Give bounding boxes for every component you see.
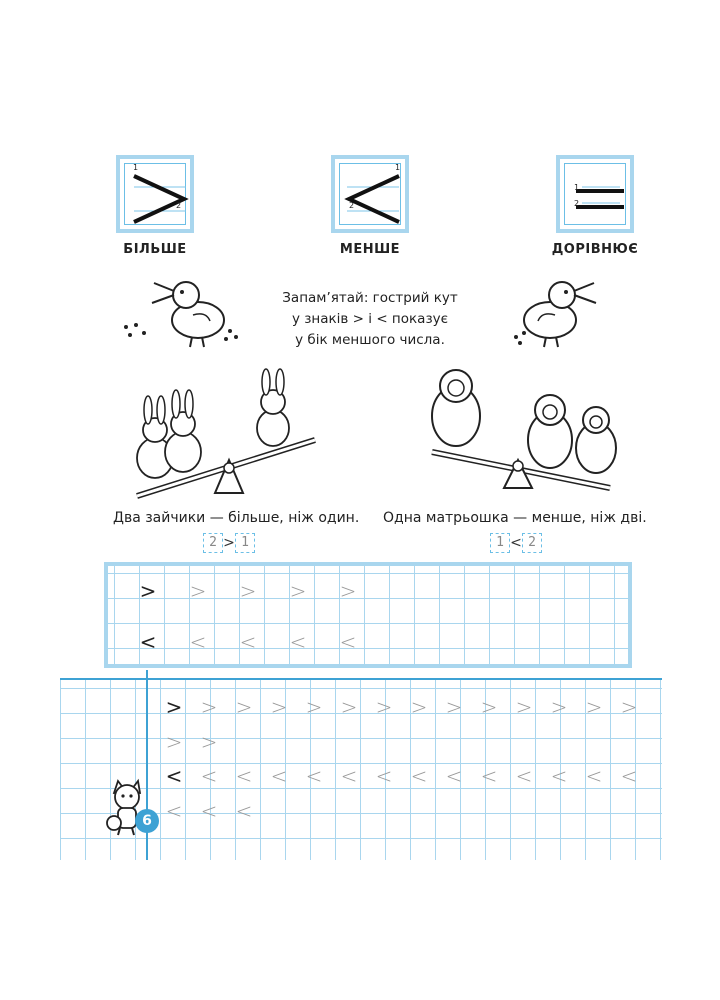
greater-exercise-glyph: >	[550, 695, 568, 719]
less-exercise-glyph: <	[305, 764, 323, 788]
stroke-number-2: 2	[176, 201, 182, 210]
equal-sign-box	[556, 155, 634, 233]
less-exercise-glyph: <	[375, 764, 393, 788]
greater-trace-glyph: >	[239, 579, 257, 603]
less-exercise-glyph: <	[235, 799, 253, 823]
less-trace-glyph: <	[139, 630, 157, 654]
less-trace-glyph: <	[339, 630, 357, 654]
less-exercise-glyph: <	[480, 764, 498, 788]
greater-exercise-glyph: >	[620, 695, 638, 719]
greater-trace-glyph: >	[139, 579, 157, 603]
greater-label: БІЛЬШЕ	[123, 242, 187, 257]
less-label: МЕНШЕ	[339, 242, 401, 257]
greater-trace-glyph: >	[339, 579, 357, 603]
greater-sign-box	[116, 155, 194, 233]
rule-line-1: Запам’ятай: гострий кут	[282, 290, 458, 306]
less-trace-glyph: <	[289, 630, 307, 654]
grid-top-line	[60, 678, 662, 680]
example-right-b[interactable]: 2	[522, 533, 542, 553]
greater-exercise-glyph: >	[165, 730, 183, 754]
greater-exercise-glyph: >	[515, 695, 533, 719]
rule-text	[270, 288, 470, 351]
greater-trace-glyph: >	[289, 579, 307, 603]
less-exercise-glyph: <	[165, 799, 183, 823]
less-exercise-glyph: <	[515, 764, 533, 788]
greater-sign-diagram	[120, 159, 198, 237]
greater-trace-glyph: >	[189, 579, 207, 603]
bunnies-seesaw-illustration	[115, 368, 325, 503]
stroke-number-2: 2	[349, 201, 355, 210]
page-number: 6	[135, 809, 159, 833]
example-right	[490, 533, 542, 553]
greater-exercise-glyph: >	[480, 695, 498, 719]
less-exercise-glyph: <	[200, 799, 218, 823]
greater-exercise-glyph: >	[165, 695, 183, 719]
equal-label: ДОРІВНЮЄ	[551, 242, 639, 257]
greater-exercise-glyph: >	[445, 695, 463, 719]
greater-exercise-glyph: >	[305, 695, 323, 719]
greater-exercise-glyph: >	[410, 695, 428, 719]
less-exercise-glyph: <	[270, 764, 288, 788]
less-trace-glyph: <	[239, 630, 257, 654]
less-exercise-glyph: <	[165, 764, 183, 788]
stroke-number-2: 2	[574, 199, 580, 208]
stroke-number-1: 1	[574, 183, 580, 192]
example-left-a[interactable]: 2	[203, 533, 223, 553]
less-sign-diagram	[335, 159, 413, 237]
stroke-number-1: 1	[133, 163, 139, 172]
less-sign-box	[331, 155, 409, 233]
greater-exercise-glyph: >	[585, 695, 603, 719]
matryoshkas-seesaw-illustration	[420, 360, 620, 495]
practice-panel[interactable]	[104, 562, 632, 668]
less-exercise-glyph: <	[620, 764, 638, 788]
stroke-number-1: 1	[395, 163, 401, 172]
caption-left: Два зайчики — більше, ніж один.	[113, 510, 360, 526]
less-exercise-glyph: <	[410, 764, 428, 788]
less-exercise-glyph: <	[235, 764, 253, 788]
example-right-sign: <	[510, 535, 522, 551]
example-right-a[interactable]: 1	[490, 533, 510, 553]
greater-exercise-glyph: >	[375, 695, 393, 719]
chick-left-illustration	[118, 275, 238, 355]
caption-right: Одна матрьошка — менше, ніж дві.	[383, 510, 647, 526]
less-exercise-glyph: <	[550, 764, 568, 788]
chick-right-illustration	[510, 275, 620, 355]
example-left-sign: >	[223, 535, 235, 551]
equal-sign-diagram	[560, 159, 638, 237]
greater-exercise-glyph: >	[200, 695, 218, 719]
exercise-grid[interactable]	[60, 678, 662, 860]
less-exercise-glyph: <	[200, 764, 218, 788]
greater-exercise-glyph: >	[200, 730, 218, 754]
example-left	[203, 533, 255, 553]
less-trace-glyph: <	[189, 630, 207, 654]
greater-exercise-glyph: >	[340, 695, 358, 719]
greater-exercise-glyph: >	[270, 695, 288, 719]
less-exercise-glyph: <	[445, 764, 463, 788]
rule-line-3: у бік меншого числа.	[295, 332, 445, 348]
greater-exercise-glyph: >	[235, 695, 253, 719]
rule-line-2: у знаків > і < показує	[291, 311, 449, 327]
less-exercise-glyph: <	[340, 764, 358, 788]
example-left-b[interactable]: 1	[235, 533, 255, 553]
less-exercise-glyph: <	[585, 764, 603, 788]
